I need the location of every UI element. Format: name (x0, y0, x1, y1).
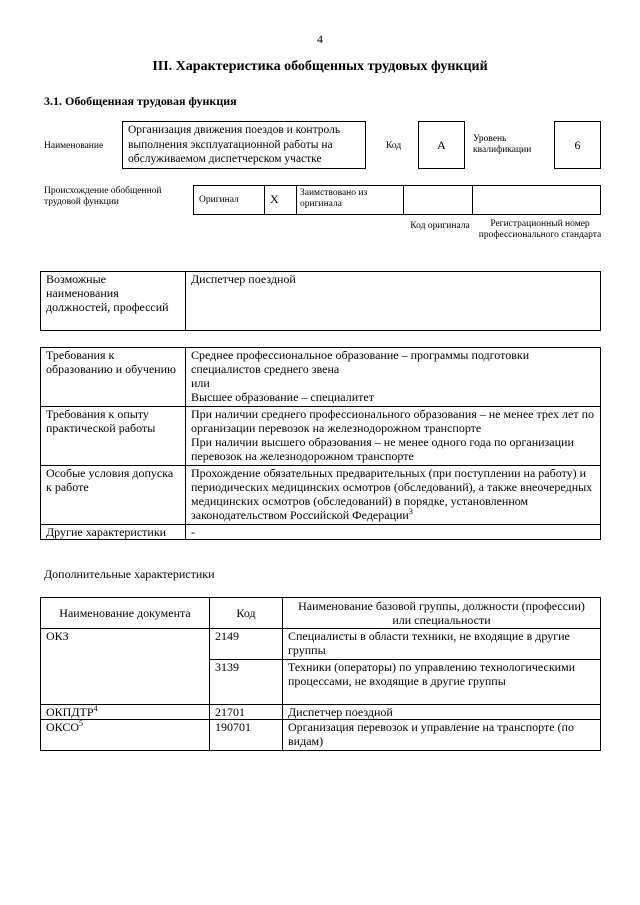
origin-label: Происхождение обобщенной трудовой функции (44, 186, 162, 207)
function-name-value: Организация движения поездов и контроль выполнения эксплуатационной работы на обслуживаемом диспетчерском участке (128, 124, 341, 165)
code-original-caption: Код оригинала (410, 221, 470, 231)
table-row (41, 598, 601, 629)
table-row (41, 407, 601, 466)
header-code: Код (210, 598, 283, 629)
footnote-mark: 4 (93, 704, 98, 713)
doc-cell (41, 720, 210, 751)
req-value (186, 407, 601, 466)
name-cell: Специалисты в области техники, не входящие в другие группы (283, 629, 601, 660)
code-box (418, 121, 465, 169)
additional-table (40, 597, 601, 751)
doc-cell: ОКЗ (41, 629, 210, 705)
additional-title: Дополнительные характеристики (44, 567, 215, 581)
table-row (41, 348, 601, 407)
original-mark: X (270, 192, 279, 206)
origin-divider (264, 186, 265, 214)
req-value (186, 466, 601, 525)
req-line: Среднее профессиональное образование – программы подготовки специалистов среднего звена (191, 348, 530, 376)
req-line: При наличии среднего профессионального образования – не менее трех лет по организации перевозок на железнодорожном транспорте (191, 407, 595, 435)
footnote-mark: 5 (79, 719, 84, 728)
borrowed-label: Заимствовано из оригинала (300, 188, 368, 209)
req-line: или (191, 376, 210, 390)
function-name-box (122, 121, 366, 169)
doc-cell (41, 705, 210, 720)
req-label: Требования к опыту практической работы (41, 407, 186, 466)
section-title: III. Характеристика обобщенных трудовых функций (152, 59, 488, 74)
req-value (186, 348, 601, 407)
level-value: 6 (574, 137, 581, 152)
doc-name: ОКСО (46, 720, 80, 734)
req-line: Высшее образование – специалитет (191, 390, 374, 404)
table-row (41, 272, 601, 331)
table-row (41, 720, 601, 751)
req-label: Особые условия допуска к работе (41, 466, 186, 525)
code-cell: 21701 (210, 705, 283, 720)
name-cell: Организация перевозок и управление на транспорте (по видам) (283, 720, 601, 751)
doc-name: ОКПДТР (46, 705, 94, 719)
positions-table (40, 271, 601, 331)
table-row (41, 705, 601, 720)
level-label: Уровень квалификации (473, 134, 532, 155)
header-doc: Наименование документа (41, 598, 210, 629)
footnote-mark: 3 (408, 507, 413, 516)
origin-divider (296, 186, 297, 214)
code-cell: 190701 (210, 720, 283, 751)
table-row (41, 629, 601, 660)
code-cell: 2149 (210, 629, 283, 660)
page-number: 4 (317, 32, 323, 46)
name-cell: Диспетчер поездной (283, 705, 601, 720)
code-value: A (437, 137, 446, 152)
positions-label: Возможные наименования должностей, профессий (41, 272, 186, 331)
req-line: Прохождение обязательных предварительных (при поступлении на работу) и периодических медицинских осмотров (обследований), а также внеочередных медицинских осмотров (обследований) в порядке, установленном законодательством Российской Федерации (191, 466, 593, 522)
positions-value: Диспетчер поездной (186, 272, 601, 331)
req-label: Другие характеристики (41, 525, 186, 540)
origin-divider (472, 186, 473, 214)
reg-number-caption: Регистрационный номер профессионального стандарта (478, 219, 602, 240)
subsection-title: 3.1. Обобщенная трудовая функция (44, 94, 237, 108)
name-label: Наименование (44, 141, 104, 151)
original-label: Оригинал (199, 195, 239, 205)
table-row (41, 525, 601, 540)
requirements-table (40, 347, 601, 540)
table-row (41, 466, 601, 525)
origin-divider (403, 186, 404, 214)
origin-table (193, 185, 601, 215)
req-line: При наличии высшего образования – не менее одного года по организации перевозок на железнодорожном транспорте (191, 435, 574, 463)
name-cell: Техники (операторы) по управлению технологическими процессами, не входящие в другие группы (283, 660, 601, 705)
header-name: Наименование базовой группы, должности (профессии) или специальности (283, 598, 601, 629)
code-cell: 3139 (210, 660, 283, 705)
req-value: - (186, 525, 601, 540)
code-label: Код (386, 141, 402, 151)
level-box (554, 121, 601, 169)
req-label: Требования к образованию и обучению (41, 348, 186, 407)
